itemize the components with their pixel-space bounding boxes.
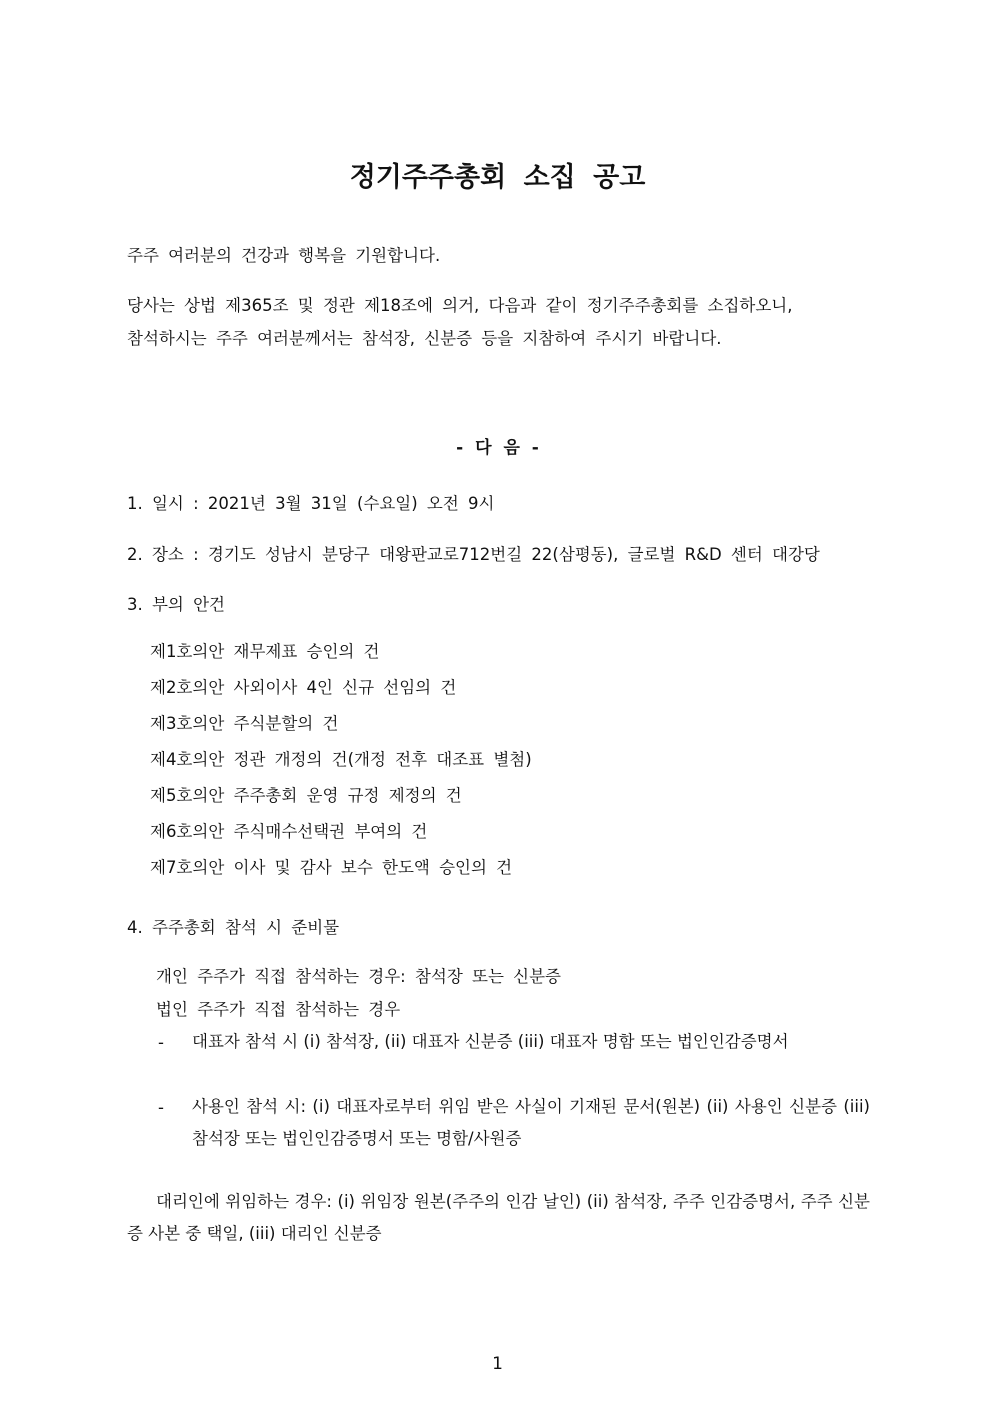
corporate-shareholder-text: 법인 주주가 직접 참석하는 경우	[156, 1000, 401, 1019]
greeting-text: 주주 여러분의 건강과 행복을 기원합니다.	[127, 246, 441, 265]
agenda-item: 제7호의안 이사 및 감사 보수 한도액 승인의 건	[150, 858, 513, 877]
agenda-item: 제4호의안 정관 개정의 건(개정 전후 대조표 별첨)	[150, 750, 532, 769]
corporate-employee-text: 사용인 참석 시: (i) 대표자로부터 위임 받은 사실이 기재된 문서(원본) (ii) 사용인 신분증 (iii) 참석장 또는 법인인감증명서 또는 명함/사원증	[192, 1097, 870, 1148]
proxy-text: 대리인에 위임하는 경우: (i) 위임장 원본(주주의 인감 날인) (ii) 참석장, 주주 인감증명서, 주주 신분증 사본 중 택일, (iii) 대리인 신분증	[127, 1192, 870, 1243]
corporate-representative-text: 대표자 참석 시 (i) 참석장, (ii) 대표자 신분증 (iii) 대표자 명함 또는 법인인감증명서	[192, 1032, 789, 1051]
section-heading-next: - 다 음 -	[456, 438, 539, 458]
item-date: 1. 일시 : 2021년 3월 31일 (수요일) 오전 9시	[127, 494, 495, 513]
item-agenda-heading: 3. 부의 안건	[127, 595, 225, 614]
individual-shareholder-text: 개인 주주가 직접 참석하는 경우: 참석장 또는 신분증	[156, 967, 561, 986]
bullet-dash: -	[158, 1033, 164, 1052]
item-preparations-heading: 4. 주주총회 참석 시 준비물	[127, 918, 340, 937]
intro-line-1: 당사는 상법 제365조 및 정관 제18조에 의거, 다음과 같이 정기주주총회를 소집하오니,	[127, 296, 793, 315]
agenda-item: 제2호의안 사외이사 4인 신규 선임의 건	[150, 678, 457, 697]
document-title: 정기주주총회 소집 공고	[349, 162, 646, 193]
intro-line-2: 참석하시는 주주 여러분께서는 참석장, 신분증 등을 지참하여 주시기 바랍니다.	[127, 329, 722, 348]
agenda-item: 제1호의안 재무제표 승인의 건	[150, 642, 380, 661]
agenda-item: 제5호의안 주주총회 운영 규정 제정의 건	[150, 786, 462, 805]
item-location: 2. 장소 : 경기도 성남시 분당구 대왕판교로712번길 22(삼평동), 글로벌 R&D 센터 대강당	[127, 545, 820, 564]
agenda-item: 제6호의안 주식매수선택권 부여의 건	[150, 822, 428, 841]
bullet-dash: -	[158, 1098, 164, 1117]
agenda-item: 제3호의안 주식분할의 건	[150, 714, 339, 733]
page-number: 1	[492, 1354, 503, 1374]
